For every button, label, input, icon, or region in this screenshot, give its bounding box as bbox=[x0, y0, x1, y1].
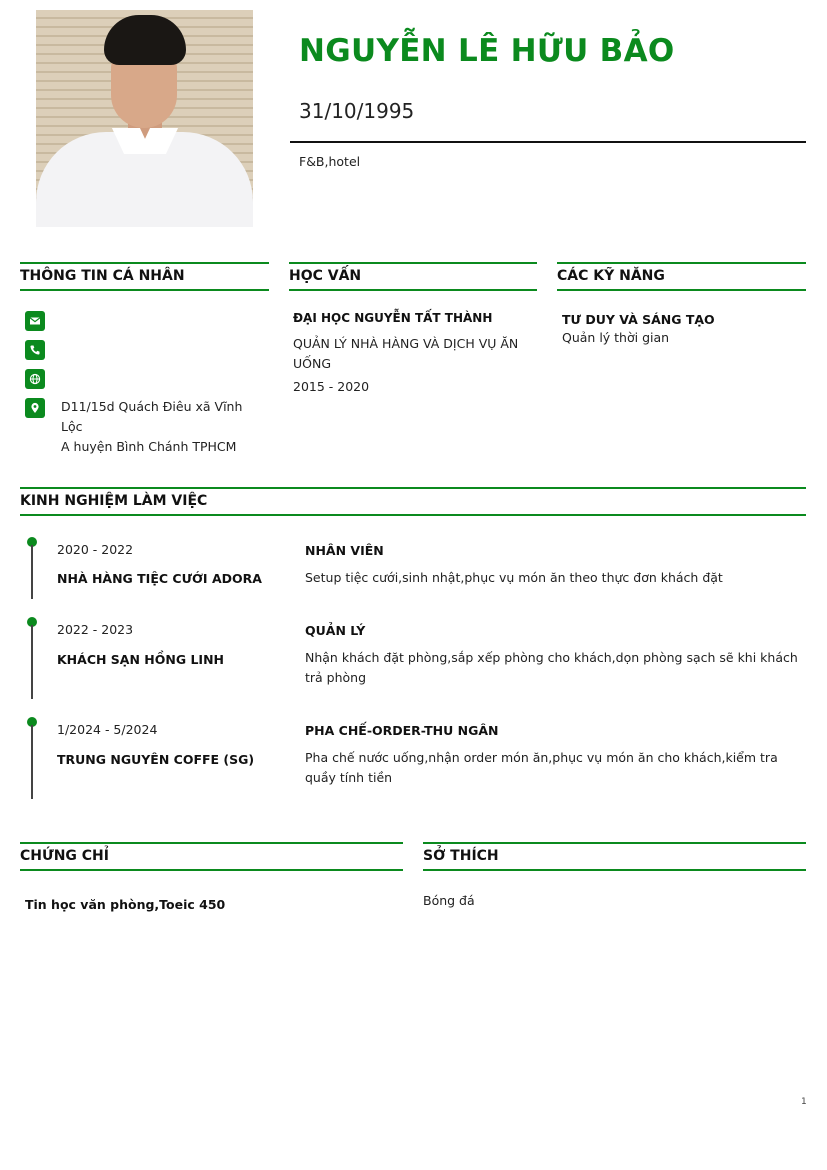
section-line-top bbox=[423, 842, 806, 844]
section-line-bottom bbox=[423, 869, 806, 871]
section-title-education: HỌC VẤN bbox=[289, 268, 362, 284]
section-line-bottom bbox=[20, 869, 403, 871]
major-line-1: QUẢN LÝ NHÀ HÀNG VÀ DỊCH VỤ ĂN bbox=[293, 336, 519, 351]
job-description bbox=[305, 568, 805, 588]
certificate-item: Tin học văn phòng,Toeic 450 bbox=[25, 897, 226, 912]
major-line-2: UỐNG bbox=[293, 356, 332, 371]
section-title-personal: THÔNG TIN CÁ NHÂN bbox=[20, 268, 185, 284]
job-position: NHÂN VIÊN bbox=[305, 543, 384, 558]
timeline-line bbox=[31, 625, 33, 699]
profile-photo bbox=[36, 10, 253, 227]
section-line-bottom bbox=[289, 289, 537, 291]
job-company: NHÀ HÀNG TIỆC CƯỚI ADORA bbox=[57, 571, 262, 586]
page-number: 1 bbox=[801, 1097, 807, 1107]
timeline-line bbox=[31, 725, 33, 799]
section-line-bottom bbox=[557, 289, 806, 291]
section-line-top bbox=[20, 487, 806, 489]
section-title-hobbies: SỞ THÍCH bbox=[423, 848, 499, 864]
address-line-2: A huyện Bình Chánh TPHCM bbox=[61, 439, 237, 454]
section-line-top bbox=[557, 262, 806, 264]
job-company: TRUNG NGUYÊN COFFE (SG) bbox=[57, 752, 255, 767]
major bbox=[293, 334, 533, 374]
job-description-line: Pha chế nước uống,nhận order món ăn,phục vụ món ăn cho khách,kiểm tra bbox=[305, 750, 778, 765]
globe-icon bbox=[25, 369, 45, 389]
skill-item: Quản lý thời gian bbox=[562, 330, 670, 345]
job-company: KHÁCH SẠN HỒNG LINH bbox=[57, 652, 224, 667]
job-description bbox=[305, 748, 805, 788]
job-period: 2020 - 2022 bbox=[57, 542, 134, 557]
phone-icon bbox=[25, 340, 45, 360]
location-pin-icon bbox=[25, 398, 45, 418]
header-divider bbox=[290, 141, 806, 143]
job-period: 2022 - 2023 bbox=[57, 622, 134, 637]
date-of-birth: 31/10/1995 bbox=[299, 99, 415, 123]
section-line-top bbox=[289, 262, 537, 264]
section-line-bottom bbox=[20, 289, 269, 291]
career-field: F&B,hotel bbox=[299, 154, 361, 169]
section-title-experience: KINH NGHIỆM LÀM VIỆC bbox=[20, 493, 208, 509]
job-description-line: Nhận khách đặt phòng,sắp xếp phòng cho khách,dọn phòng sạch sẽ khi khách bbox=[305, 650, 798, 665]
section-title-skills: CÁC KỸ NĂNG bbox=[557, 268, 665, 284]
section-title-certificates: CHỨNG CHỈ bbox=[20, 848, 109, 864]
section-line-bottom bbox=[20, 514, 806, 516]
education-years: 2015 - 2020 bbox=[293, 379, 370, 394]
job-description-line: quầy tính tiền bbox=[305, 770, 393, 785]
job-description-line: trả phòng bbox=[305, 670, 367, 685]
timeline-line bbox=[31, 545, 33, 599]
address bbox=[61, 397, 266, 457]
job-description bbox=[305, 648, 805, 688]
candidate-name: NGUYỄN LÊ HỮU BẢO bbox=[299, 33, 675, 69]
skill-item: TƯ DUY VÀ SÁNG TẠO bbox=[562, 312, 715, 327]
section-line-top bbox=[20, 262, 269, 264]
envelope-icon bbox=[25, 311, 45, 331]
job-position: QUẢN LÝ bbox=[305, 623, 366, 638]
job-position: PHA CHẾ-ORDER-THU NGÂN bbox=[305, 723, 499, 738]
section-line-top bbox=[20, 842, 403, 844]
address-line-1: D11/15d Quách Điêu xã Vĩnh Lộc bbox=[61, 399, 243, 434]
job-period: 1/2024 - 5/2024 bbox=[57, 722, 158, 737]
hobby-item: Bóng đá bbox=[423, 893, 475, 908]
job-description-line: Setup tiệc cưới,sinh nhật,phục vụ món ăn theo thực đơn khách đặt bbox=[305, 570, 723, 585]
school-name: ĐẠI HỌC NGUYỄN TẤT THÀNH bbox=[293, 311, 493, 325]
